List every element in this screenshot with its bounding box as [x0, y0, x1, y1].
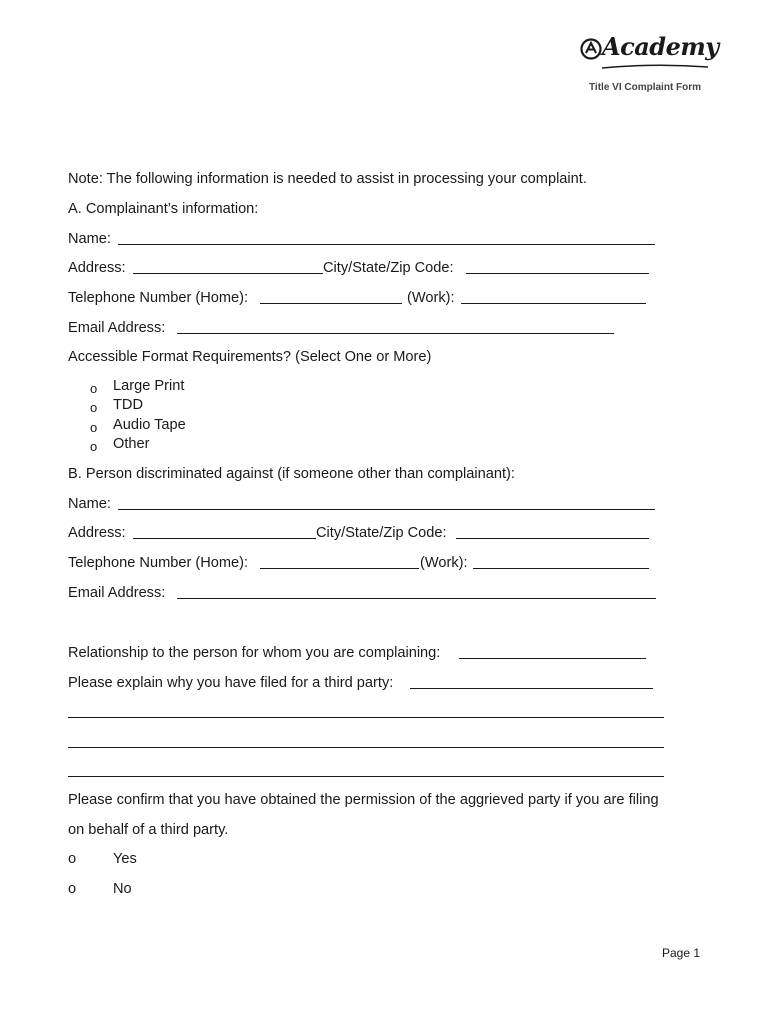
format-checkbox-audio-tape[interactable]: o — [90, 420, 98, 435]
victim-address-field[interactable] — [133, 538, 316, 539]
page-number: Page 1 — [662, 946, 701, 960]
section-a-heading: A. Complainant’s information: — [68, 201, 259, 217]
confirm-checkbox-yes[interactable]: o — [68, 851, 77, 867]
explain-field-line-1[interactable] — [410, 688, 653, 689]
logo-swoosh — [600, 62, 710, 72]
format-option-audio-tape: Audio Tape — [113, 417, 186, 433]
complainant-city-label: City/State/Zip Code: — [323, 260, 454, 276]
complainant-address-field[interactable] — [133, 273, 323, 274]
victim-name-field[interactable] — [118, 509, 655, 510]
logo-wordmark: Academy — [602, 32, 719, 61]
complainant-phone-work-field[interactable] — [461, 303, 646, 304]
confirm-checkbox-no[interactable]: o — [68, 881, 77, 897]
victim-phone-work-field[interactable] — [473, 568, 649, 569]
complainant-phone-home-field[interactable] — [260, 303, 402, 304]
confirm-text-line-1: Please confirm that you have obtained the permission of the aggrieved party if you are filing — [68, 792, 659, 808]
format-option-other: Other — [113, 436, 150, 452]
format-question: Accessible Format Requirements? (Select One or More) — [68, 349, 432, 365]
format-checkbox-large-print[interactable]: o — [90, 381, 98, 396]
victim-email-field[interactable] — [177, 598, 656, 599]
format-checkbox-tdd[interactable]: o — [90, 400, 98, 415]
note-text: Note: The following information is needed to assist in processing your complaint. — [68, 171, 587, 187]
academy-logo — [578, 30, 719, 70]
confirm-text-line-2: on behalf of a third party. — [68, 822, 229, 838]
victim-phone-home-field[interactable] — [260, 568, 419, 569]
relationship-field[interactable] — [459, 658, 646, 659]
victim-phone-work-label: (Work): — [420, 555, 468, 571]
complainant-phone-work-label: (Work): — [407, 290, 455, 306]
format-option-tdd: TDD — [113, 397, 143, 413]
relationship-label: Relationship to the person for whom you are complaining: — [68, 645, 441, 661]
victim-phone-home-label: Telephone Number (Home): — [68, 555, 249, 571]
complainant-name-field[interactable] — [118, 244, 655, 245]
complainant-email-field[interactable] — [177, 333, 614, 334]
complainant-city-field[interactable] — [466, 273, 649, 274]
explain-field-line-3[interactable] — [68, 747, 664, 748]
victim-city-field[interactable] — [456, 538, 649, 539]
format-option-large-print: Large Print — [113, 378, 185, 394]
confirm-option-yes: Yes — [113, 851, 137, 867]
explain-field-line-4[interactable] — [68, 776, 664, 777]
complainant-phone-home-label: Telephone Number (Home): — [68, 290, 249, 306]
victim-name-label: Name: — [68, 496, 111, 512]
explain-field-line-2[interactable] — [68, 717, 664, 718]
complainant-address-label: Address: — [68, 260, 126, 276]
victim-address-label: Address: — [68, 525, 126, 541]
explain-label: Please explain why you have filed for a third party: — [68, 675, 394, 691]
complainant-email-label: Email Address: — [68, 320, 166, 336]
format-checkbox-other[interactable]: o — [90, 439, 98, 454]
confirm-option-no: No — [113, 881, 132, 897]
victim-email-label: Email Address: — [68, 585, 166, 601]
victim-city-label: City/State/Zip Code: — [316, 525, 447, 541]
academy-emblem-icon — [580, 38, 602, 60]
section-b-heading: B. Person discriminated against (if someone other than complainant): — [68, 466, 515, 482]
complainant-name-label: Name: — [68, 231, 111, 247]
form-title: Title VI Complaint Form — [589, 82, 702, 93]
